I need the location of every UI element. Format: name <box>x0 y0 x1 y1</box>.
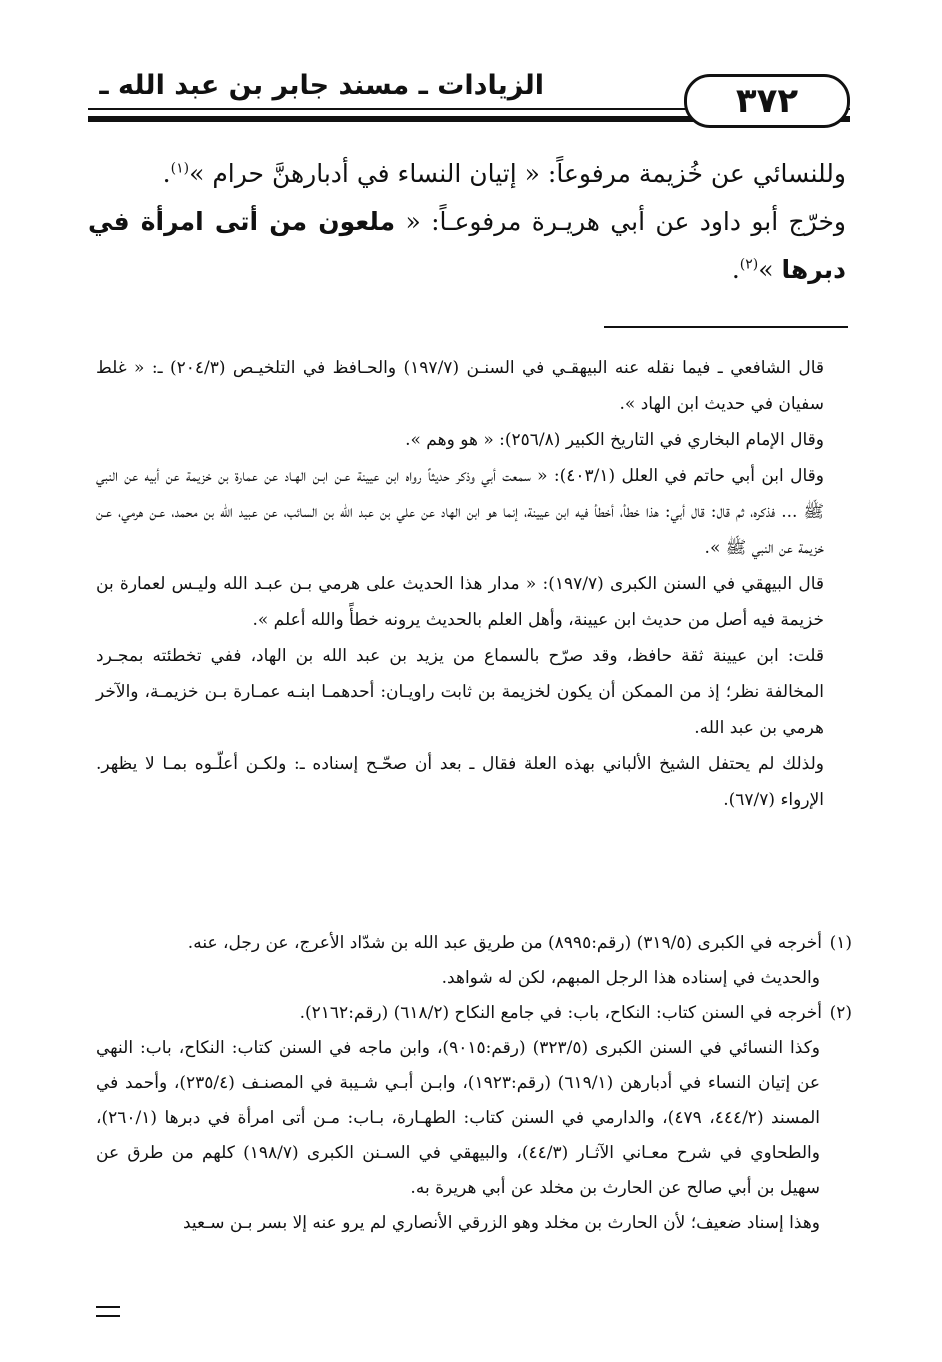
footnote-1 <box>96 926 852 961</box>
footnotes <box>96 926 852 1241</box>
footnote-2 <box>96 996 852 1031</box>
note-paragraph: قال البيهقي في السنن الكبرى (١٩٧/٧): « مدار هذا الحديث على هرمي بـن عبـد الله وليـس لعمارة بن خزيمة فيه أصل من حديث ابن عيينة، وأهل العلم بالحديث يرونه خطأً والله أعلم ». <box>96 574 825 630</box>
note-paragraph: قال الشافعي ـ فيما نقله عنه البيهقـي في السنـن (١٩٧/٧) والحـافظ في التلخيـص (٢٠٤/٣) ـ: « غلط سفيان في حديث ابن الهاد ». <box>96 358 825 414</box>
footnote-1-number: (١) <box>829 933 852 953</box>
footnote-2-number: (٢) <box>829 1003 852 1023</box>
continuation-mark <box>96 1306 120 1317</box>
main-paragraph-2-text: وخرّج أبو داود عن أبي هريـرة مرفوعـاً: « <box>395 207 846 236</box>
text-separator-rule <box>604 326 848 328</box>
footnote-1-line-1: أخرجه في الكبرى (٣١٩/٥) (رقم:٨٩٩٥) من طريق عبد الله بن شدّاد الأعرج، عن رجل، عنه. <box>187 933 822 953</box>
main-text <box>88 150 846 294</box>
note-paragraph: وقال ابن أبي حاتم في العلل (٤٠٣/١): « سمعت أبي وذكر حديثاً رواه ابن عيينة عـن ابـن الهـاد عن عمارة بن خزيمة عن أبيه عن النبي ﷺ ... فذكره، ثم قال: قال أبي: هذا خطأ، أخطأ فيه ابن عيينة، إنما هو ابن الهاد عن علي بن عبد الله بن السائب، عن عبيد الله بن محمد، عـن هرمي، عـن خزيمة عن النبي ﷺ ». <box>96 466 824 558</box>
commentary-notes <box>96 350 824 818</box>
footnote-2-line-1: أخرجه في السنن كتاب: النكاح، باب: في جامع النكاح (٦١٨/٢) (رقم:٢١٦٢). <box>299 1003 822 1023</box>
main-paragraph-2-close: » <box>758 255 782 284</box>
note-paragraph: قلت: ابن عيينة ثقة حافظ، وقد صرّح بالسماع من يزيد بن عبد الله بن الهاد، ففي تخطئته بمجـرد المخالفة نظر؛ إذ من الممكن أن يكون لخزيمة بن ثابت راويـان: أحدهمـا ابنـه عمـارة بـن خزيمـة، والآخر هرمي بن عبد الله. <box>96 646 824 738</box>
main-paragraph-2-end: . <box>731 255 740 284</box>
main-paragraph-1-end: . <box>162 159 171 188</box>
note-paragraph: وقال الإمام البخاري في التاريخ الكبير (٢٥٦/٨): « هو وهم ». <box>405 430 824 450</box>
main-paragraph-1 <box>88 150 846 198</box>
page-number: ٣٧٢ <box>684 74 850 128</box>
hadith-quote-bold: ملعون من أتى امرأة في دبرها <box>88 207 846 284</box>
note-paragraph: ولذلك لم يحتفل الشيخ الألباني بهذه العلة فقال ـ بعد أن صحّـح إسناده ـ: ولكـن أعلّـوه بمـا لا يظهر. الإرواء (٦٧/٧). <box>96 754 824 810</box>
main-paragraph-2 <box>88 198 846 294</box>
footnote-1-line-2: والحديث في إسناده هذا الرجل المبهم، لكن له شواهد. <box>441 968 820 988</box>
footnote-2-last-line: وهذا إسناد ضعيف؛ لأن الحارث بن مخلد وهو الزرقي الأنصاري لم يرو عنه إلا بسر بـن سـعيد <box>182 1213 820 1233</box>
footnote-ref-1: (١) <box>170 160 190 177</box>
main-paragraph-1-text: وللنسائي عن خُزيمة مرفوعاً: « إتيان النساء في أدبارهنَّ حرام » <box>189 159 846 188</box>
footnote-2-paragraph: وكذا النسائي في السنن الكبرى (٣٢٣/٥) (رقم:٩٠١٥)، وابن ماجه في السنن كتاب: النكاح، باب: النهي عن إتيان النساء في أدبارهن (٦١٩/١) (رقم:١٩٢٣)، وابـن أبـي شـيبة في المصنـف (٢٣٥/٤)، وأحمد في المسند (٤٤٤/٢، ٤٧٩)، والدارمي في السنن كتاب: الطهـارة، بـاب: مـن أتى امرأة في دبرها (٢٦٠/١)، والطحاوي في شرح معـاني الآثـار (٤٤/٣)، والبيهقي في السـنن الكبرى (١٩٨/٧) كلهم من طرق عن سهيل بن أبي صالح عن الحارث بن مخلد عن أبي هريرة به. <box>96 1038 821 1198</box>
running-title: الزيادات ـ مسند جابر بن عبد الله ـ <box>93 64 550 108</box>
footnote-ref-2: (٢) <box>739 256 759 273</box>
page-header <box>88 64 850 128</box>
